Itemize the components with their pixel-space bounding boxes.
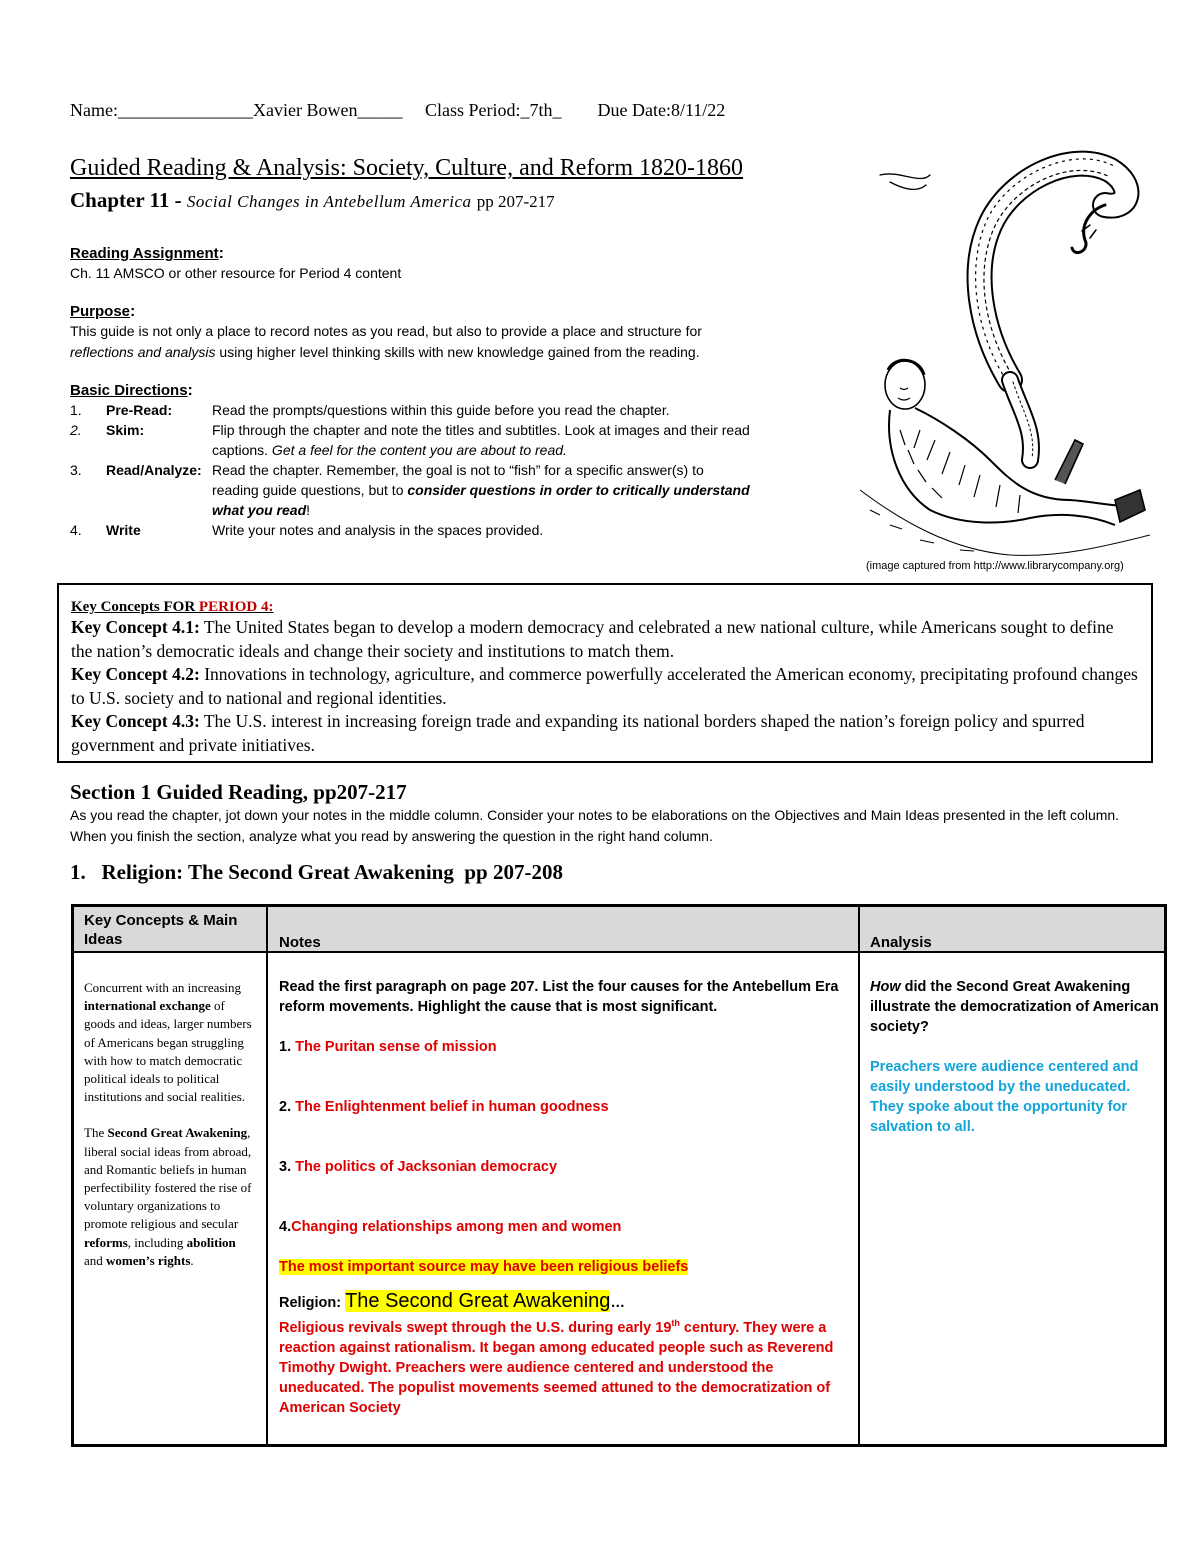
serpent-illustration — [860, 130, 1150, 560]
purpose-heading: Purpose — [70, 303, 131, 320]
due-label: Due Date: — [597, 100, 671, 120]
chapter-pages: pp 207-217 — [476, 192, 555, 211]
header-notes: Notes — [279, 934, 321, 951]
name-label: Name: — [70, 100, 118, 120]
direction-item: 4. Write Write your notes and analysis in the spaces provided. — [70, 522, 544, 538]
reading-assignment: Reading Assignment: Ch. 11 AMSCO or other resource for Period 4 content — [70, 245, 830, 284]
analysis-cell — [870, 977, 1165, 1137]
analysis-answer: Preachers were audience centered and easily understood by the uneducated. They spoke about the opportunity for salvation to all. — [870, 1059, 1139, 1135]
purpose-section: Purpose: This guide is not only a place to record notes as you read, but also to provide a place and structure for reflections and analysis using higher level thinking skills with new knowledge gained from the reading. — [70, 303, 830, 363]
directions-heading: Basic Directions — [70, 382, 188, 399]
column-divider — [266, 907, 268, 1444]
section-title: Section 1 Guided Reading, pp207-217 — [70, 780, 407, 804]
guided-reading-table — [71, 904, 1167, 1447]
cause-item: 2. The Enlightenment belief in human goodness — [279, 1099, 609, 1115]
direction-item: 3. Read/Analyze: Read the chapter. Remember, the goal is not to “fish” for a specific answer(s) to reading guide questions, but to consider questions in order to critically understand what you read! — [70, 462, 750, 518]
image-caption: (image captured from http://www.librarycompany.org) — [866, 560, 1124, 572]
key-concepts-cell — [84, 979, 256, 1270]
header-key-concepts: Key Concepts & Main Ideas — [84, 912, 238, 948]
key-concept-4-3: Key Concept 4.3: The U.S. interest in increasing foreign trade and expanding its national borders shaped the nation’s foreign policy and spurred government and private initiatives. — [71, 711, 1085, 755]
cause-item: 1. The Puritan sense of mission — [279, 1039, 497, 1055]
highlighted-source: The most important source may have been religious beliefs — [279, 1259, 689, 1275]
notes-cell — [279, 977, 849, 1418]
reading-assignment-heading: Reading Assignment — [70, 245, 219, 262]
cause-item: 3. The politics of Jacksonian democracy — [279, 1159, 558, 1175]
name-value: Xavier Bowen_____ — [252, 100, 403, 120]
student-info-line — [70, 100, 725, 121]
chapter-subtitle: Social Changes in Antebellum America — [186, 192, 472, 211]
direction-item: 1. Pre-Read: Read the prompts/questions within this guide before you read the chapter. — [70, 402, 670, 418]
key-concept-4-1: Key Concept 4.1: The United States began to develop a modern democracy and celebrated a new national culture, while Americans sought to define the nation’s democratic ideals and change their society and institutions to match them. — [71, 617, 1114, 661]
name-blank: _______________ — [117, 100, 253, 120]
key-concepts-box — [57, 583, 1153, 763]
due-value: 8/11/22 — [670, 100, 726, 120]
purpose-text: This guide is not only a place to record notes as you read, but also to provide a place and structure for reflections and analysis using higher level thinking skills with new knowledge gained from the reading. — [70, 323, 702, 360]
key-concept-4-2: Key Concept 4.2: Innovations in technology, agriculture, and commerce powerfully accelerated the American economy, precipitating profound changes to U.S. society and to national and regional identities. — [71, 664, 1138, 708]
chapter-label: Chapter 11 - — [70, 188, 182, 212]
class-value: _7th_ — [520, 100, 562, 120]
cause-item: 4.Changing relationships among men and women — [279, 1219, 622, 1235]
main-idea-paragraph: The Second Great Awakening, liberal social ideas from abroad, and Romantic beliefs in human perfectibility fostered the rise of voluntary organizations to promote religious and secular reforms, including abolition and women’s rights. — [84, 1125, 252, 1268]
analysis-question: How did the Second Great Awakening illustrate the democratization of American society? — [870, 979, 1159, 1035]
reading-assignment-text: Ch. 11 AMSCO or other resource for Period 4 content — [70, 265, 402, 281]
key-concepts-title: Key Concepts FOR PERIOD 4: — [71, 599, 274, 615]
main-idea-paragraph: Concurrent with an increasing international exchange of goods and ideas, larger numbers of Americans began struggling with how to match democratic political ideals to political institutions and social realities. — [84, 980, 252, 1105]
page-title: Guided Reading & Analysis: Society, Culture, and Reform 1820-1860 — [70, 155, 744, 181]
subsection-title: 1. Religion: The Second Great Awakening pp 207-208 — [70, 860, 563, 884]
column-divider — [858, 907, 860, 1444]
class-label: Class Period: — [424, 100, 521, 120]
header-analysis: Analysis — [870, 934, 932, 951]
religion-heading: Religion: The Second Great Awakening… — [279, 1290, 625, 1312]
basic-directions: Basic Directions: 1. Pre-Read: Read the prompts/questions within this guide before you read the chapter. 2. Skim: Flip through the chapter and note the titles and subtitles. Look at images and their read captions. Get a feel for the content you are about to read. 3. Read/Analyze: Read the chapter. Remember, the goal is not to “fish” for a specific answer(s) to reading guide questions, but to consider questions in order to critically understand what you read! 4. Write Write your notes and analysis in the spaces provided. — [70, 382, 850, 540]
religion-notes: Religious revivals swept through the U.S. during early 19th century. They were a reaction against rationalism. It began among educated people such as Reverend Timothy Dwight. Preachers were audience centered and understood the uneducated. The populist movements seemed attuned to the democratization of American Society — [279, 1318, 834, 1416]
chapter-line — [70, 188, 555, 213]
section-description: As you read the chapter, jot down your notes in the middle column. Consider your notes to be elaborations on the Objectives and Main Ideas presented in the left column. When you finish the section, analyze what you read by answering the question in the right hand column. — [70, 807, 1120, 844]
notes-prompt: Read the first paragraph on page 207. List the four causes for the Antebellum Era reform movements. Highlight the cause that is most significant. — [279, 979, 839, 1015]
direction-item: 2. Skim: Flip through the chapter and note the titles and subtitles. Look at images and their read captions. Get a feel for the content you are about to read. — [70, 422, 750, 458]
